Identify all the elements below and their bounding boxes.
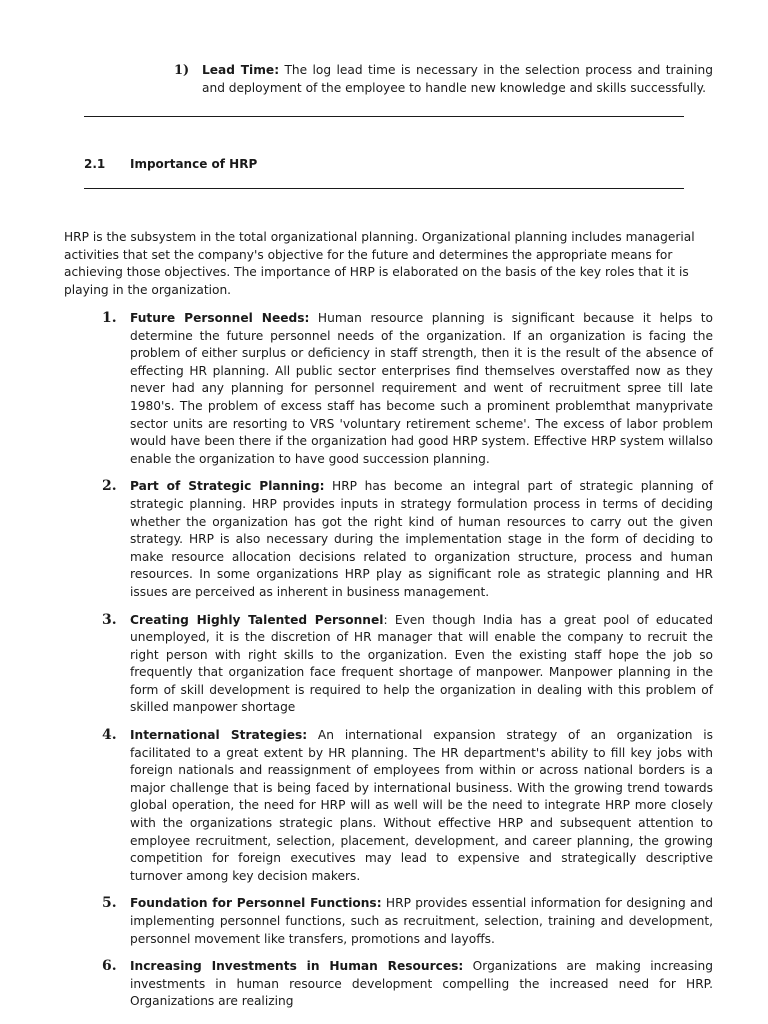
item-text: Human resource planning is significant because it helps to determine the future personnel needs of the organization. If an organization is facing the problem of either surplus or deficiency in staff strength, then it is the result of the absence of effecting HR planning. All public sector enterprises find themselves overstaffed now as they never had any planning for personnel requirement and went of recruitment spree till late 1980's. The problem of excess staff has become such a prominent problemthat manyprivate sector units are resorting to VRS 'voluntary retirement scheme'. The excess of labor problem would have been there if the organization had good HRP system. Effective HRP system willalso enable the organization to have good succession planning.	[130, 311, 714, 466]
item-number: 4.	[102, 727, 117, 744]
lead-time-text: The log lead time is necessary in the selection process and training and deployment of the employee to handle new knowledge and skills successfully.	[202, 63, 713, 95]
section-title: Importance of HRP	[130, 157, 258, 171]
top-divider	[84, 116, 684, 117]
lead-time-term: Lead Time:	[202, 63, 280, 77]
intro-paragraph: HRP is the subsystem in the total organizational planning. Organizational planning includes managerial activities that set the company's objective for the future and determines the appropriate means for achieving those objectives. The importance of HRP is elaborated on the basis of the key roles that it is playing in the organization.	[64, 230, 695, 297]
item-term: International Strategies:	[130, 728, 308, 743]
importance-list	[64, 310, 713, 1021]
list-item	[64, 612, 713, 718]
item-text: Organizations are making increasing investments in human resource development compelling the increased need for HRP. Organizations are realizing	[130, 959, 713, 1009]
item-text: : Even though India has a great pool of educated unemployed, it is the discretion of HR manager that will enable the company to recruit the right person with right skills to the organization. Even the existing staff hope the job so frequently that organization face frequent shortage of manpower. Manpower planning in the form of skill development is required to help the organization in dealing with this problem of skilled manpower shortage	[130, 612, 713, 715]
item-term: Part of Strategic Planning:	[130, 479, 325, 494]
item-number: 5.	[102, 895, 117, 912]
section-divider	[84, 188, 684, 189]
item-number: 6.	[102, 958, 117, 975]
item-text: An international expansion strategy of an organization is facilitated to a great extent by HR planning. The HR department's ability to fill key jobs with foreign nationals and reassignment of employees from within or across national borders is a major challenge that is being faced by international business. With the growing trend towards global operation, the need for HRP will as well will be the need to integrate HRP more closely with the organizations strategic plans. Without effective HRP and subsequent attention to employee recruitment, selection, placement, development, and career planning, the growing competition for foreign executives may lead to expensive and strategically descriptive turnover among key decision makers.	[130, 728, 713, 883]
item-term: Increasing Investments in Human Resources:	[130, 959, 464, 974]
item-number: 2.	[102, 478, 117, 495]
item-text: HRP has become an integral part of strategic planning of strategic planning. HRP provides inputs in strategy formulation process in terms of deciding whether the organization has got the right kind of human resources to carry out the given strategy. HRP is also necessary during the implementation stage in the form of deciding to make resource allocation decisions related to organization structure, process and human resources. In some organizations HRP play as significant role as strategic planning and HR issues are perceived as inherent in business management.	[130, 479, 714, 599]
lead-time-item	[174, 62, 713, 97]
list-item	[64, 727, 713, 885]
item-term: Future Personnel Needs:	[130, 311, 310, 325]
lead-time-number: 1)	[174, 63, 190, 78]
list-item	[64, 895, 713, 948]
section-number: 2.1	[84, 157, 106, 171]
lead-time-body	[202, 62, 713, 97]
list-item	[64, 310, 713, 468]
list-item	[64, 958, 713, 1011]
item-text: HRP provides essential information for designing and implementing personnel functions, such as recruitment, selection, training and development, personnel movement like transfers, promotions and layoffs.	[130, 896, 713, 946]
item-term: Foundation for Personnel Functions:	[130, 896, 382, 911]
item-number: 3.	[102, 611, 117, 628]
item-number: 1.	[102, 310, 117, 326]
section-heading	[84, 156, 257, 174]
list-item	[64, 478, 713, 601]
item-term: Creating Highly Talented Personnel	[130, 612, 384, 627]
